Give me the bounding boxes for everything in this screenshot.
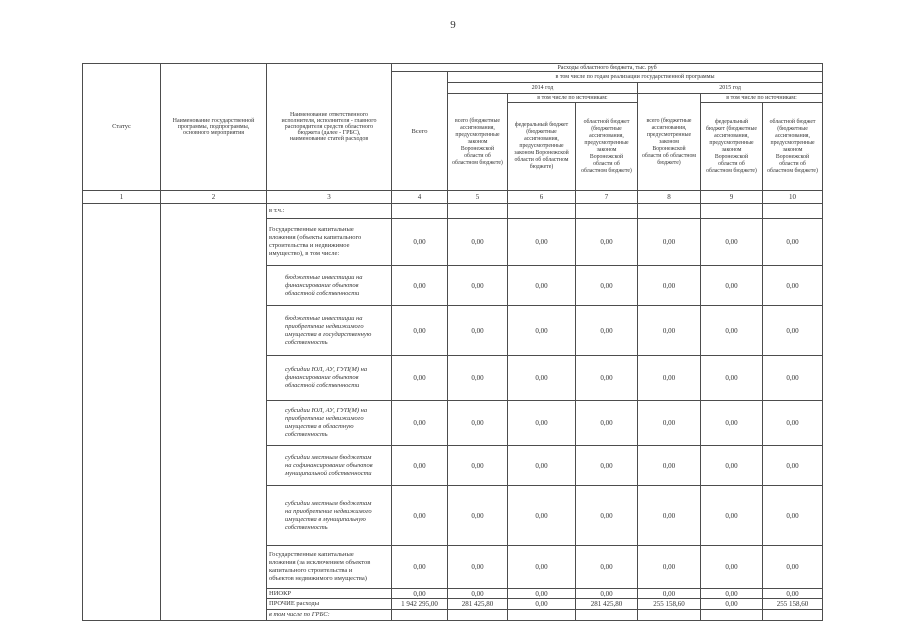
column-number: 2 bbox=[161, 191, 267, 204]
value-2015-federal: 0,00 bbox=[701, 306, 763, 356]
column-number: 3 bbox=[267, 191, 392, 204]
value-total: 0,00 bbox=[392, 401, 448, 446]
value-2015-regional: 0,00 bbox=[763, 219, 823, 266]
status-column-body bbox=[83, 204, 161, 621]
header-by-years: в том числе по годам реализации государственной программы bbox=[448, 72, 823, 83]
value-2015-federal bbox=[701, 204, 763, 219]
value-2015-regional: 0,00 bbox=[763, 356, 823, 401]
value-2014-regional bbox=[576, 610, 638, 621]
value-2015-federal bbox=[701, 610, 763, 621]
value-2015-federal: 0,00 bbox=[701, 356, 763, 401]
value-2015-total: 0,00 bbox=[638, 401, 701, 446]
value-2014-federal: 0,00 bbox=[508, 401, 576, 446]
value-2015-total: 0,00 bbox=[638, 546, 701, 589]
value-2015-federal: 0,00 bbox=[701, 599, 763, 610]
table-row bbox=[83, 204, 823, 219]
value-total: 0,00 bbox=[392, 266, 448, 306]
value-2015-total: 0,00 bbox=[638, 486, 701, 546]
header-year-2014: 2014 год bbox=[448, 83, 638, 94]
value-2014-regional: 281 425,80 bbox=[576, 599, 638, 610]
column-number: 8 bbox=[638, 191, 701, 204]
header-by-sources-2014: в том числе по источникам: bbox=[508, 94, 638, 103]
header-federal-2015: федеральный бюджет (бюджетные ассигнования, предусмотренные законом Воронежской области об областном бюджете) bbox=[701, 103, 763, 191]
header-regional-2014: областной бюджет (бюджетные ассигнования, предусмотренные законом Воронежской области об областном бюджете) bbox=[576, 103, 638, 191]
header-regional-2015: областной бюджет (бюджетные ассигнования, предусмотренные законом Воронежской области об областном бюджете) bbox=[763, 103, 823, 191]
value-2014-total bbox=[448, 204, 508, 219]
value-2015-regional: 0,00 bbox=[763, 401, 823, 446]
column-number-row bbox=[83, 191, 823, 204]
value-2014-total: 0,00 bbox=[448, 486, 508, 546]
value-2015-regional bbox=[763, 204, 823, 219]
row-label: субсидии ЮЛ, АУ, ГУП(М) на финансирование объектов областной собственности bbox=[267, 356, 392, 401]
value-2015-regional: 0,00 bbox=[763, 486, 823, 546]
header-total: Всего bbox=[392, 72, 448, 191]
value-total: 0,00 bbox=[392, 356, 448, 401]
value-2014-total: 0,00 bbox=[448, 446, 508, 486]
value-2015-regional: 0,00 bbox=[763, 446, 823, 486]
value-total: 0,00 bbox=[392, 446, 448, 486]
value-2015-total: 0,00 bbox=[638, 219, 701, 266]
row-label: субсидии ЮЛ, АУ, ГУП(М) на приобретение недвижимого имущества в областную собственность bbox=[267, 401, 392, 446]
value-2015-total bbox=[638, 610, 701, 621]
value-2014-regional: 0,00 bbox=[576, 356, 638, 401]
value-2015-federal: 0,00 bbox=[701, 266, 763, 306]
value-2014-federal: 0,00 bbox=[508, 219, 576, 266]
row-label: в т.ч.: bbox=[267, 204, 392, 219]
value-2015-federal: 0,00 bbox=[701, 486, 763, 546]
value-2014-regional: 0,00 bbox=[576, 446, 638, 486]
value-2014-federal: 0,00 bbox=[508, 266, 576, 306]
value-2015-federal: 0,00 bbox=[701, 401, 763, 446]
value-2014-total: 0,00 bbox=[448, 266, 508, 306]
value-2014-total: 0,00 bbox=[448, 401, 508, 446]
value-2014-federal: 0,00 bbox=[508, 546, 576, 589]
program-column-body bbox=[161, 204, 267, 621]
row-label: ПРОЧИЕ расходы bbox=[267, 599, 392, 610]
column-number: 5 bbox=[448, 191, 508, 204]
value-2014-federal bbox=[508, 610, 576, 621]
value-2015-federal: 0,00 bbox=[701, 589, 763, 599]
column-number: 9 bbox=[701, 191, 763, 204]
value-2014-regional: 0,00 bbox=[576, 486, 638, 546]
value-2014-regional: 0,00 bbox=[576, 266, 638, 306]
value-total: 0,00 bbox=[392, 306, 448, 356]
value-2014-federal: 0,00 bbox=[508, 589, 576, 599]
row-label: в том числе по ГРБС: bbox=[267, 610, 392, 621]
row-label: НИОКР bbox=[267, 589, 392, 599]
value-total: 0,00 bbox=[392, 486, 448, 546]
value-total bbox=[392, 610, 448, 621]
value-2014-federal: 0,00 bbox=[508, 486, 576, 546]
value-2014-regional bbox=[576, 204, 638, 219]
value-2015-regional: 0,00 bbox=[763, 306, 823, 356]
value-2015-regional: 255 158,60 bbox=[763, 599, 823, 610]
header-total-2015: всего (бюджетные ассигнования, предусмотренные законом Воронежской области об областном бюджете) bbox=[638, 94, 701, 191]
value-2014-total: 0,00 bbox=[448, 546, 508, 589]
value-2014-federal: 0,00 bbox=[508, 599, 576, 610]
column-number: 7 bbox=[576, 191, 638, 204]
value-total: 1 942 295,00 bbox=[392, 599, 448, 610]
value-2015-total: 0,00 bbox=[638, 266, 701, 306]
value-2015-federal: 0,00 bbox=[701, 446, 763, 486]
value-2014-total: 0,00 bbox=[448, 356, 508, 401]
budget-table bbox=[82, 63, 823, 621]
column-number: 6 bbox=[508, 191, 576, 204]
row-label: субсидии местным бюджетам на приобретение недвижимого имущества в муниципальную собственность bbox=[267, 486, 392, 546]
value-2014-federal: 0,00 bbox=[508, 356, 576, 401]
row-label: субсидии местным бюджетам на софинансирование объектов муниципальной собственности bbox=[267, 446, 392, 486]
value-2014-federal: 0,00 bbox=[508, 306, 576, 356]
value-2014-total: 0,00 bbox=[448, 219, 508, 266]
row-label: Государственные капитальные вложения (за исключением объектов капитального строительства и объектов недвижимого имущества) bbox=[267, 546, 392, 589]
header-year-2015: 2015 год bbox=[638, 83, 823, 94]
value-2015-total: 255 158,60 bbox=[638, 599, 701, 610]
value-2014-total: 0,00 bbox=[448, 306, 508, 356]
value-2015-total: 0,00 bbox=[638, 356, 701, 401]
header-status: Статус bbox=[83, 64, 161, 191]
row-label: бюджетные инвестиции на приобретение недвижимого имущества в государственную собственность bbox=[267, 306, 392, 356]
value-total: 0,00 bbox=[392, 219, 448, 266]
value-total: 0,00 bbox=[392, 589, 448, 599]
page-number: 9 bbox=[450, 19, 456, 31]
value-2014-regional: 0,00 bbox=[576, 306, 638, 356]
value-total bbox=[392, 204, 448, 219]
value-2015-total bbox=[638, 204, 701, 219]
value-2015-total: 0,00 bbox=[638, 446, 701, 486]
row-label: Государственные капитальные вложения (объекты капитального строительства и недвижимое имущество), в том числе: bbox=[267, 219, 392, 266]
header-row bbox=[83, 64, 823, 72]
header-federal-2014: федеральный бюджет (бюджетные ассигнования, предусмотренные законом Воронежской области об областном бюджете) bbox=[508, 103, 576, 191]
value-2015-federal: 0,00 bbox=[701, 546, 763, 589]
header-total-2014: всего (бюджетные ассигнования, предусмотренные законом Воронежской области об областном бюджете) bbox=[448, 94, 508, 191]
header-executor-name: Наименование ответственного исполнителя, исполнителя - главного распорядителя средств областного бюджета (далее - ГРБС), наименование статей расходов bbox=[267, 64, 392, 191]
column-number: 10 bbox=[763, 191, 823, 204]
value-2015-regional bbox=[763, 610, 823, 621]
value-2014-regional: 0,00 bbox=[576, 219, 638, 266]
column-number: 4 bbox=[392, 191, 448, 204]
value-2015-federal: 0,00 bbox=[701, 219, 763, 266]
value-2014-total: 0,00 bbox=[448, 589, 508, 599]
value-2014-regional: 0,00 bbox=[576, 546, 638, 589]
row-label: бюджетные инвестиции на финансирование объектов областной собственности bbox=[267, 266, 392, 306]
header-by-sources-2015: в том числе по источникам: bbox=[701, 94, 823, 103]
value-2014-federal bbox=[508, 204, 576, 219]
header-program-name: Наименование государственной программы, подпрограммы, основного мероприятия bbox=[161, 64, 267, 191]
column-number: 1 bbox=[83, 191, 161, 204]
value-2015-total: 0,00 bbox=[638, 306, 701, 356]
value-2014-total bbox=[448, 610, 508, 621]
value-total: 0,00 bbox=[392, 546, 448, 589]
value-2015-regional: 0,00 bbox=[763, 266, 823, 306]
value-2015-regional: 0,00 bbox=[763, 589, 823, 599]
header-expenses-title: Расходы областного бюджета, тыс. руб bbox=[392, 64, 823, 72]
value-2015-total: 0,00 bbox=[638, 589, 701, 599]
value-2014-regional: 0,00 bbox=[576, 401, 638, 446]
value-2014-total: 281 425,80 bbox=[448, 599, 508, 610]
value-2014-federal: 0,00 bbox=[508, 446, 576, 486]
value-2015-regional: 0,00 bbox=[763, 546, 823, 589]
value-2014-regional: 0,00 bbox=[576, 589, 638, 599]
